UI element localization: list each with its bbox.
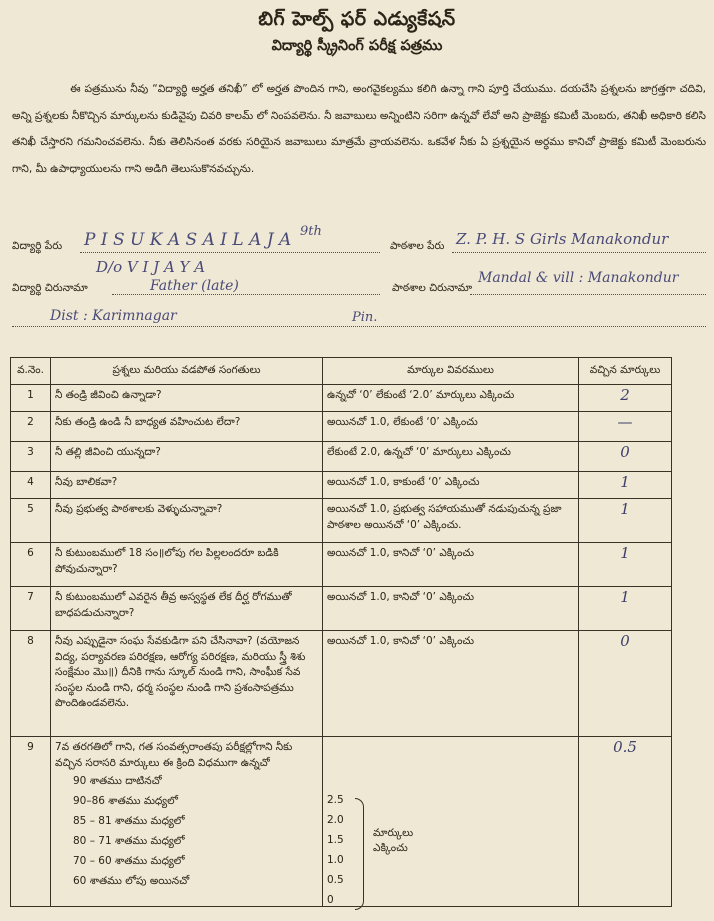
row-details: అయినచో 1.0, కానిచో ‘0’ ఎక్కించు — [323, 587, 579, 631]
row-number: 6 — [11, 543, 51, 587]
table-row — [11, 631, 672, 737]
row-details: ఉన్నచో ‘0’ లేకుంటే ‘2.0’ మార్కులు ఎక్కించు — [323, 385, 579, 412]
q9-band: 90–86 శాతము మధ్యలో — [73, 795, 178, 807]
row-question: నీ కుటుంబములో 18 సం॥లోపు గల పిల్లలందరూ బడికి పోవుచున్నారా? — [51, 543, 323, 587]
table-row — [11, 412, 672, 442]
school-name-label: పాఠశాల పేరు — [390, 240, 445, 252]
q9-scale-value: 1.0 — [327, 854, 344, 866]
row-details: అయినచో 1.0, ప్రభుత్వ సహాయముతో నడుపుచున్న ప్రజా పాఠశాల అయినచో ‘0’ ఎక్కించు. — [323, 499, 579, 543]
address-label: విద్యార్థి చిరునామా — [12, 282, 88, 294]
q9-band: 85 – 81 శాతము మధ్యలో — [73, 815, 185, 827]
table-row — [11, 385, 672, 412]
table-row — [11, 472, 672, 499]
q9-scale — [327, 740, 574, 906]
row-number: 8 — [11, 631, 51, 737]
row-number: 3 — [11, 442, 51, 472]
address-line — [112, 294, 380, 295]
school-address-label: పాఠశాల చిరునామా — [392, 282, 473, 294]
district-value[interactable]: Dist : Karimnagar — [50, 308, 177, 324]
q9-bands — [55, 771, 318, 891]
address-value[interactable]: D/o V I J A Y A — [96, 258, 206, 276]
school-name-line — [452, 252, 706, 253]
school-address-line — [470, 294, 706, 295]
q9-band: 70 – 60 శాతము మధ్యలో — [73, 855, 185, 867]
row-question: నీకు తండ్రి ఉండి నీ బాధ్యత వహించుట లేదా? — [51, 412, 323, 442]
q9-band: 90 శాతము దాటినచో — [73, 775, 162, 787]
pin-value[interactable]: Pin. — [352, 310, 378, 325]
row-question: నీ కుటుంబములో ఎవరైన తీవ్ర అస్వస్థత లేక దీర్ఘ రోగముతో బాధపడుచున్నారా? — [51, 587, 323, 631]
row-mark[interactable]: 0.5 — [579, 737, 672, 907]
row-details: అయినచో 1.0, కానిచో ‘0’ ఎక్కించు — [323, 631, 579, 737]
form-title: బిగ్ హెల్ప్ ఫర్ ఎడ్యుకేషన్ — [258, 8, 456, 30]
row-question: నీవు ఎప్పుడైనా సంఘ సేవకుడిగా పని చేసినావా? (వయోజన విద్య, పర్యావరణ పరిరక్షణ, ఆరోగ్య పరిరక్షణ, మరియు స్త్రీ శిశు సంక్షేమం మొ॥) దీనికి గాను స్కూల్ నుండి గాని, సాంఘీక సేవ సంస్థల నుండి గాని, ధర్మ సంస్థల నుండి గాని ప్రశంసాపత్రము పొందిఉండవలెను. — [51, 631, 323, 737]
row-number: 9 — [11, 737, 51, 907]
row-question — [51, 737, 323, 907]
q9-band: 80 – 71 శాతము మధ్యలో — [73, 835, 185, 847]
q9-scale-value: 0 — [327, 894, 334, 906]
instructions-paragraph: ఈ పత్రమును నీవు “విద్యార్థి అర్హత తనిఖీ” లో అర్హత పొందిన గాని, అంగవైకల్యము కలిగి ఉన్నా గాని పూర్తి చేయుము. దయచేసి ప్రశ్నలను జాగ్రత్తగా చదివి, అన్ని ప్రశ్నలకు నీకొచ్చిన మార్కులను కుడివైపు చివరి కాలమ్ లో నింపవలెను. నీ జవాబులు అన్నింటిని సరిగా ఉన్నవో లేవో అని ప్రాజెక్టు కమిటీ మెంబరు, తనిఖీ అధికారి కలిసి తనిఖీ చేస్తారని గమనించవలెను. నీకు తెలిసినంత వరకు సరియైన జవాబులు మాత్రమే వ్రాయవలెను. ఒకవేళ నీకు ఏ ప్రశ్నయైన అర్ధము కానిచో ప్రాజెక్టు కమిటీ మెంబరును గాని, మీ ఉపాధ్యాయులను గాని అడిగి తెలుసుకొనవచ్చును. — [12, 83, 706, 175]
table-row — [11, 442, 672, 472]
row-details: లేకుంటే 2.0, ఉన్నచో ‘0’ మార్కులు ఎక్కించు — [323, 442, 579, 472]
q9-scale-value: 1.5 — [327, 834, 344, 846]
row-number: 4 — [11, 472, 51, 499]
row-number: 1 — [11, 385, 51, 412]
district-line — [12, 326, 706, 327]
table-row — [11, 587, 672, 631]
address-note[interactable]: Father (late) — [150, 278, 239, 294]
form-subtitle: విద్యార్థి స్క్రీనింగ్ పరీక్ష పత్రము — [271, 38, 443, 54]
row-details: అయినచో 1.0, లేకుంటే ‘0’ ఎక్కించు — [323, 412, 579, 442]
row-question: నీ తండ్రి జీవించి ఉన్నాడా? — [51, 385, 323, 412]
q9-scale-value: 0.5 — [327, 874, 344, 886]
row-number: 5 — [11, 499, 51, 543]
row-mark[interactable]: 1 — [579, 587, 672, 631]
q9-band: 60 శాతము లోపు అయినచో — [73, 875, 190, 887]
row-number: 7 — [11, 587, 51, 631]
student-name-label: విద్యార్థి పేరు — [12, 240, 63, 252]
row-question: నీవు బాలికవా? — [51, 472, 323, 499]
row-mark[interactable]: 0 — [579, 442, 672, 472]
row-number: 2 — [11, 412, 51, 442]
header-details: మార్కుల వివరములు — [323, 358, 579, 385]
row-mark[interactable]: 0 — [579, 631, 672, 737]
table-row — [11, 499, 672, 543]
row-mark[interactable]: 1 — [579, 499, 672, 543]
row-details: అయినచో 1.0, కాకుంటే ‘0’ ఎక్కించు — [323, 472, 579, 499]
q9-scale-value: 2.5 — [327, 794, 344, 806]
screening-table — [10, 357, 672, 907]
row-question: నీవు ప్రభుత్వ పాఠశాలకు వెళ్ళుచున్నావా? — [51, 499, 323, 543]
row-details: అయినచో 1.0, కానిచో ‘0’ ఎక్కించు — [323, 543, 579, 587]
row-mark[interactable]: 1 — [579, 472, 672, 499]
q9-scale-value: 2.0 — [327, 814, 344, 826]
row-mark[interactable]: 2 — [579, 385, 672, 412]
table-header-row — [11, 358, 672, 385]
row-mark[interactable]: — — [579, 412, 672, 442]
class-value[interactable]: 9th — [300, 224, 322, 239]
row-mark[interactable]: 1 — [579, 543, 672, 587]
q9-text: 7వ తరగతిలో గాని, గత సంవత్సరాంతపు పరీక్షల్లోగాని నీకు వచ్చిన సరాసరి మార్కులు ఈ క్రింది విధముగా ఉన్నచో — [55, 741, 293, 769]
student-name-value[interactable]: P I S U K A S A I L A J A — [84, 230, 292, 250]
school-address-value[interactable]: Mandal & vill : Manakondur — [478, 270, 679, 286]
row-details — [323, 737, 579, 907]
header-serial: వ.నెం. — [11, 358, 51, 385]
curly-brace-icon — [355, 798, 364, 910]
student-name-line — [80, 252, 380, 253]
header-question: ప్రశ్నలు మరియు వడపోత సంగతులు — [51, 358, 323, 385]
q9-scale-values — [327, 790, 344, 910]
school-name-value[interactable]: Z. P. H. S Girls Manakondur — [456, 230, 669, 248]
q9-scale-note: మార్కులు ఎక్కించు — [373, 827, 414, 854]
table-row — [11, 543, 672, 587]
table-row — [11, 737, 672, 907]
header-marks: వచ్చిన మార్కులు — [579, 358, 672, 385]
row-question: నీ తల్లి జీవించి యున్నదా? — [51, 442, 323, 472]
